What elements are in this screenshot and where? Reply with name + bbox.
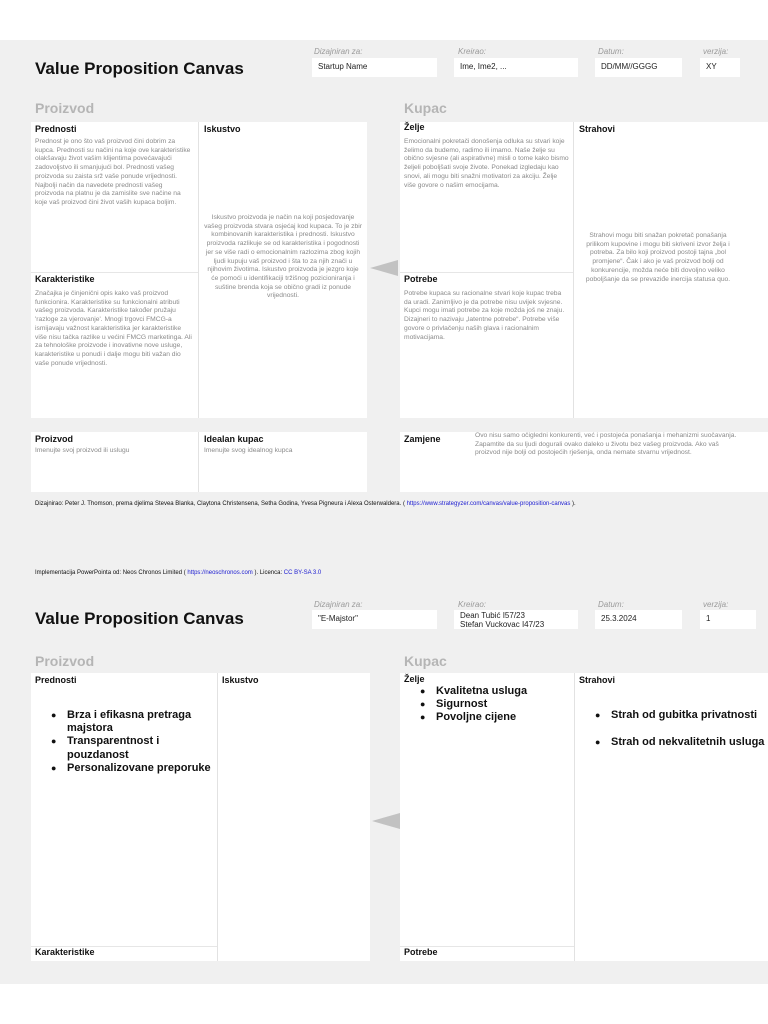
product-title: Proizvod — [35, 434, 74, 444]
needs-text[interactable]: Potrebe kupaca su racionalne stvari koje kupac treba da uradi. Zanimljivo je da potrebe nisu uvijek svjesne. Kupci mogu imati potrebe za koje možda još ne znaju. Dizajneri to nazivaju „latentne potrebe“. Potrebe više govore o privlačenju naših glava i racionalnim motivacijama. — [404, 290, 565, 341]
wants-list — [404, 685, 572, 725]
wants-item[interactable]: ● Sigurnost — [404, 698, 572, 711]
substitutes-panel — [400, 432, 768, 492]
version-field[interactable]: 1 — [700, 610, 756, 629]
fit-arrow-icon — [372, 813, 400, 829]
wants-title: Želje — [404, 122, 425, 132]
template-canvas-slide — [0, 40, 768, 600]
product-panel — [31, 122, 367, 418]
customer-panel — [400, 122, 768, 418]
created-by-label: Kreirao: — [458, 47, 487, 56]
experience-text[interactable]: Iskustvo proizvoda je način na koji posjedovanje vašeg proizvoda stvara osjećaj kod kupaca. To je zbir kombinovanih karakteristika i prednosti. Iskustvo proizvoda razlikuje se od karakteristika i pogodnosti jer se više radi o emocionalnim razlozima zbog kojih ljudi kupuju vaš proizvod i šta to za njih znači u njihovim životima. Iskustvo proizvoda je jezgro koje će pomoći u identifikaciji tržišnog pozicioniranja i suštine brenda koja se obično gradi iz ponude vrijednosti. — [204, 214, 362, 300]
neoschronos-link[interactable]: https://neoschronos.com — [187, 570, 253, 576]
ideal-customer-title: Idealan kupac — [204, 434, 264, 444]
implementation-line — [35, 570, 755, 576]
product-heading: Proizvod — [35, 100, 95, 116]
product-heading: Proizvod — [35, 653, 95, 669]
version-label: verzija: — [703, 600, 729, 609]
gains-item[interactable]: ● Brza i efikasna pretraga majstora — [35, 709, 217, 735]
designed-for-field[interactable]: "E-Majstor" — [312, 610, 437, 629]
fears-title: Strahovi — [579, 124, 616, 134]
credit-line — [35, 501, 755, 507]
created-by-field[interactable] — [454, 610, 578, 629]
fears-item[interactable]: ● Strah od nekvalitetnih usluga — [579, 736, 765, 749]
gains-text[interactable]: Prednost je ono što vaš proizvod čini dobrim za kupca. Prednosti su načini na koje ove karakteristike olakšavaju život vašim klijentima povećavajući zadovoljstvo ili smanjujući bol. Prednosti vašeg proizvoda su zaista srž vaše ponude vrijednosti. Najbolji način da navedete prednosti vašeg proizvoda na platnu je da zamislite sve načine na koje vaš proizvod čini život vaših kupaca boljim. — [35, 138, 191, 206]
gains-title: Prednosti — [35, 675, 77, 685]
created-by-field[interactable]: Ime, Ime2, ... — [454, 58, 578, 77]
experience-title: Iskustvo — [222, 675, 259, 685]
fears-item[interactable]: ● Strah od gubitka privatnosti — [579, 709, 765, 722]
impl-prefix: Implementacija PowerPointa od: Neos Chronos Limited ( — [35, 570, 188, 576]
fears-title: Strahovi — [579, 675, 616, 685]
wants-title: Želje — [404, 674, 425, 684]
experience-title: Iskustvo — [204, 124, 241, 134]
designed-for-label: Dizajniran za: — [314, 600, 363, 609]
wants-item[interactable]: ● Kvalitetna usluga — [404, 685, 572, 698]
features-text[interactable]: Značajka je činjenični opis kako vaš proizvod funkcionira. Karakteristike su funkcionalni atributi vašeg proizvoda. Karakteristike također pružaju 'razloge za vjerovanje'. Mnogi trgovci FMCG-a ismijavaju važnost karakteristika jer karakteristike više nisu tačka razlike u većini FMCG marketinga. Ali za tehnološke proizvode i inovativne nove usluge, karakteristike u ponudi i dalje mogu biti važan dio vaše ponude vrijednosti. — [35, 290, 192, 367]
product-panel — [31, 673, 370, 961]
version-field[interactable]: XY — [700, 58, 740, 77]
fears-text[interactable]: Strahovi mogu biti snažan pokretač ponašanja prilikom kupovine i mogu biti skriveni izvor želja i potreba. Za bilo koji proizvod postoji tajna „bol promjene“. Čak i ako je vaš proizvod bolji od konkurencije, možda neće biti dovoljno veliko poboljšanje da se prevaziđe inercija statusa quo. — [585, 232, 731, 283]
product-text[interactable]: Imenujte svoj proizvod ili uslugu — [35, 447, 130, 454]
wants-text[interactable]: Emocionalni pokretači donošenja odluka su stvari koje želimo da budemo, radimo ili imamo. Naše želje su obično svjesne (ali aspirativne) misli o tome kako bismo željeli poboljšati svoje živote. Ponekad izgledaju kao snovi, ali mogu biti snažni motivatori za akciju. Želje više govore o našim emocijama. — [404, 138, 569, 189]
fit-arrow-icon — [370, 260, 398, 276]
strategyzer-link[interactable]: https://www.strategyzer.com/canvas/value-proposition-canvas — [406, 501, 571, 507]
designed-for-field[interactable]: Startup Name — [312, 58, 437, 77]
gains-list — [35, 709, 217, 775]
features-title: Karakteristike — [35, 274, 95, 284]
customer-heading: Kupac — [404, 653, 447, 669]
features-title: Karakteristike — [35, 947, 95, 957]
needs-title: Potrebe — [404, 947, 438, 957]
created-by-label: Kreirao: — [458, 600, 487, 609]
impl-middle: ). Licenca: — [252, 570, 284, 576]
wants-item[interactable]: ● Povoljne cijene — [404, 711, 572, 724]
credit-suffix: ). — [570, 501, 576, 507]
license-link[interactable]: CC BY-SA 3.0 — [283, 570, 322, 576]
slide-title: Value Proposition Canvas — [35, 609, 244, 628]
designed-for-label: Dizajniran za: — [314, 47, 363, 56]
substitutes-text[interactable]: Ovo nisu samo očigledni konkurenti, već i postojeća ponašanja i mehanizmi suočavanja. Zapamtite da su ljudi dogurali ovako daleko u životu bez vašeg proizvoda. Ako vaš proizvod nije bolji od postojećih rješenja, onda nemate stvarnu vrijednost. — [475, 432, 737, 457]
created-by-line-2: Stefan Vuckovac I47/23 — [460, 620, 545, 630]
product-name-panel — [31, 432, 367, 492]
customer-panel — [400, 673, 768, 961]
version-label: verzija: — [703, 47, 729, 56]
needs-title: Potrebe — [404, 274, 438, 284]
filled-canvas-slide — [0, 592, 768, 984]
created-by-line-1: Dean Tubić I57/23 — [460, 611, 525, 620]
slide-title: Value Proposition Canvas — [35, 59, 244, 78]
date-field[interactable]: 25.3.2024 — [595, 610, 682, 629]
date-label: Datum: — [598, 600, 624, 609]
fears-list — [579, 709, 765, 749]
customer-heading: Kupac — [404, 100, 447, 116]
ideal-customer-text[interactable]: Imenujte svog idealnog kupca — [204, 447, 293, 454]
gains-item[interactable]: ● Transparentnost i pouzdanost — [35, 735, 217, 761]
credit-prefix: Dizajnirao: Peter J. Thomson, prema djelima Stevea Blanka, Claytona Christensena, Setha Godina, Yvesa Pigneura i Alexa Osterwaldera. ( — [35, 501, 407, 507]
gains-title: Prednosti — [35, 124, 77, 134]
date-field[interactable]: DD/MM//GGGG — [595, 58, 682, 77]
gains-item[interactable]: ● Personalizovane preporuke — [35, 762, 217, 775]
substitutes-title: Zamjene — [404, 434, 441, 444]
date-label: Datum: — [598, 47, 624, 56]
